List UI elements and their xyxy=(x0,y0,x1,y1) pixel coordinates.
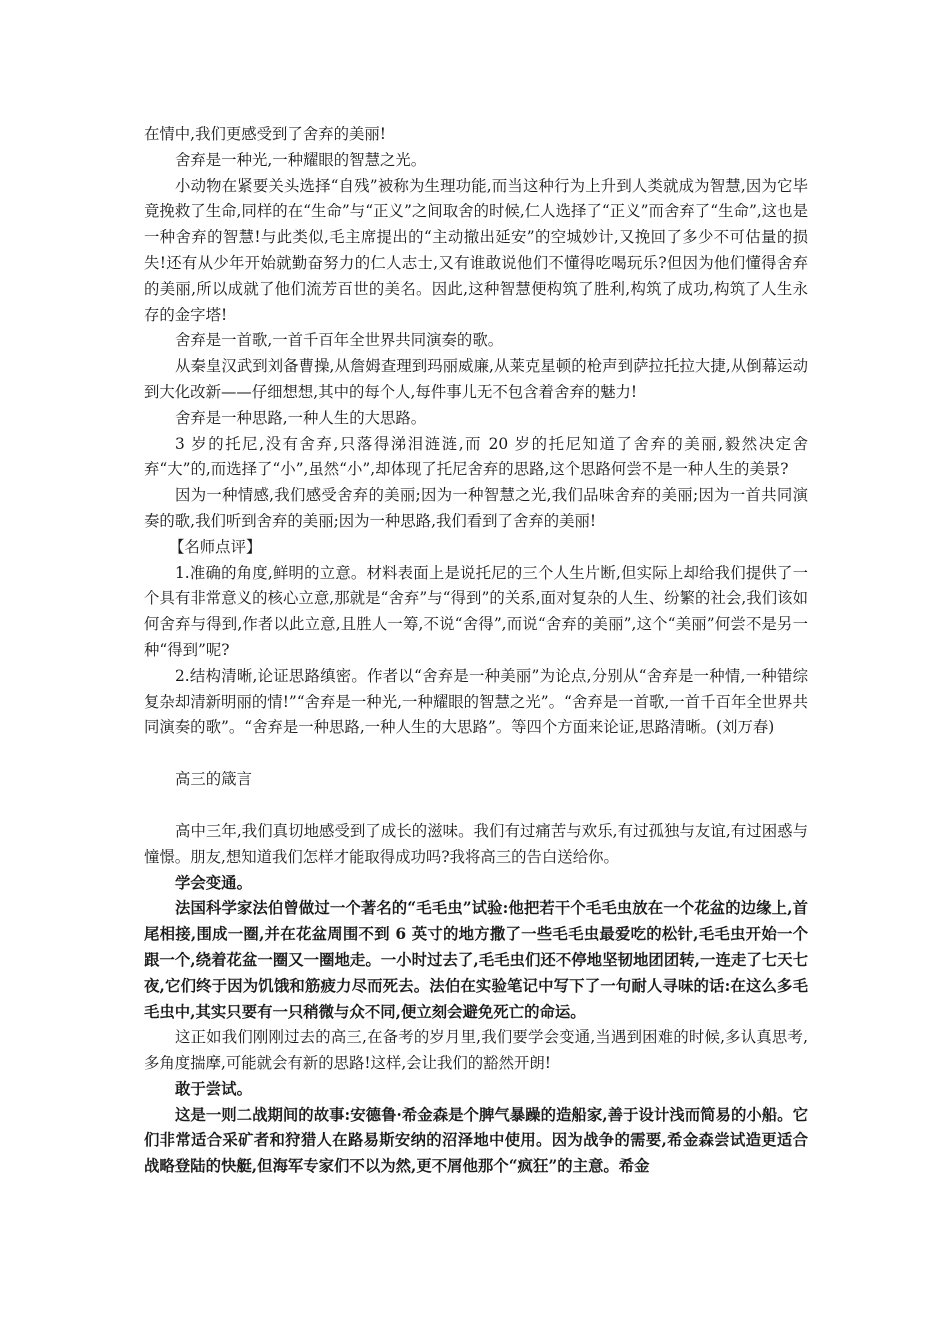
paragraph-5: 从秦皇汉武到刘备曹操,从詹姆查理到玛丽威廉,从莱克星顿的枪声到萨拉托拉大捷,从倒幕运动到大化改新——仔细想想,其中的每个人,每件事儿无不包含着舍弃的魅力! xyxy=(144,357,808,401)
teacher-comment-heading: 【名师点评】 xyxy=(169,537,262,556)
caterpillar-story: 法国科学家法伯曾做过一个著名的“毛毛虫”试验:他把若干个毛毛虫放在一个花盆的边缘上,首尾相接,围成一圈,并在花盆周围不到 6 英寸的地方撒了一些毛毛虫最爱吃的松针,毛毛虫开始一个跟一个,绕着花盆一圈又一圈地走。一小时过去了,毛毛虫们还不停地坚韧地团团转,一连走了七天七夜,它们终于因为饥饿和筋疲力尽而死去。法伯在实验笔记中写下了一句耐人寻味的话:在这么多毛毛虫中,其实只要有一只稍微与众不同,便立刻会避免死亡的命运。 xyxy=(144,899,808,1021)
title-spacer xyxy=(144,793,808,819)
adapt-reflection: 这正如我们刚刚过去的高三,在备考的岁月里,我们要学会变通,当遇到困难的时候,多认真思考,多角度揣摩,可能就会有新的思路!这样,会让我们的豁然开朗! xyxy=(144,1028,808,1073)
section-heading-try: 敢于尝试。 xyxy=(175,1079,252,1098)
teacher-comment-1: 1.准确的角度,鲜明的立意。材料表面上是说托尼的三个人生片断,但实际上却给我们提供了一个具有非常意义的核心立意,那就是“舍弃”与“得到”的关系,面对复杂的人生、纷繁的社会,我们该如何舍弃与得到,作者以此立意,且胜人一筹,不说“舍得”,而说“舍弃的美丽”,这个“美丽”何尝不是另一种“得到”呢? xyxy=(144,563,808,659)
document-page xyxy=(144,122,808,1180)
paragraph-2: 舍弃是一种光,一种耀眼的智慧之光。 xyxy=(175,150,427,169)
article-intro: 高中三年,我们真切地感受到了成长的滋味。我们有过痛苦与欢乐,有过孤独与友谊,有过困惑与憧憬。朋友,想知道我们怎样才能取得成功吗?我将高三的告白送给你。 xyxy=(144,821,808,866)
paragraph-1: 在情中,我们更感受到了舍弃的美丽! xyxy=(144,125,386,143)
paragraph-6: 舍弃是一种思路,一种人生的大思路。 xyxy=(175,408,427,427)
teacher-comment-2: 2.结构清晰,论证思路缜密。作者以“舍弃是一种美丽”为论点,分别从“舍弃是一种情,一种错综复杂却清新明丽的情!”“舍弃是一种光,一种耀眼的智慧之光”。“舍弃是一首歌,一首千百年全世界共同演奏的歌”。“舍弃是一种思路,一种人生的大思路”。等四个方面来论证,思路清晰。(刘万春) xyxy=(144,666,808,737)
article-title: 高三的箴言 xyxy=(175,770,252,789)
paragraph-8: 因为一种情感,我们感受舍弃的美丽;因为一种智慧之光,我们品味舍弃的美丽;因为一首共同演奏的歌,我们听到舍弃的美丽;因为一种思路,我们看到了舍弃的美丽! xyxy=(144,486,808,530)
section-heading-adapt: 学会变通。 xyxy=(175,873,252,892)
paragraph-7: 3 岁的托尼,没有舍弃,只落得涕泪涟涟,而 20 岁的托尼知道了舍弃的美丽,毅然决定舍弃“大”的,而选择了“小”,虽然“小”,却体现了托尼舍弃的思路,这个思路何尝不是一种人生的美景? xyxy=(144,434,808,479)
higgins-story: 这是一则二战期间的故事:安德鲁·希金森是个脾气暴躁的造船家,善于设计浅而简易的小船。它们非常适合采矿者和狩猎人在路易斯安纳的沼泽地中使用。因为战争的需要,希金森尝试造更适合战略登陆的快艇,但海军专家们不以为然,更不屑他那个“疯狂”的主意。希金 xyxy=(144,1105,808,1176)
paragraph-3: 小动物在紧要关头选择“自残”被称为生理功能,而当这种行为上升到人类就成为智慧,因为它毕竟挽救了生命,同样的在“生命”与“正义”之间取舍的时候,仁人选择了“正义”而舍弃了“生命”,这也是一种舍弃的智慧!与此类似,毛主席提出的“主动撤出延安”的空城妙计,又挽回了多少不可估量的损失!还有从少年开始就勤奋努力的仁人志士,又有谁敢说他们不懂得吃喝玩乐?但因为他们懂得舍弃的美丽,所以成就了他们流芳百世的美名。因此,这种智慧便构筑了胜利,构筑了成功,构筑了人生永存的金字塔! xyxy=(144,176,808,324)
paragraph-4: 舍弃是一首歌,一首千百年全世界共同演奏的歌。 xyxy=(175,331,504,350)
